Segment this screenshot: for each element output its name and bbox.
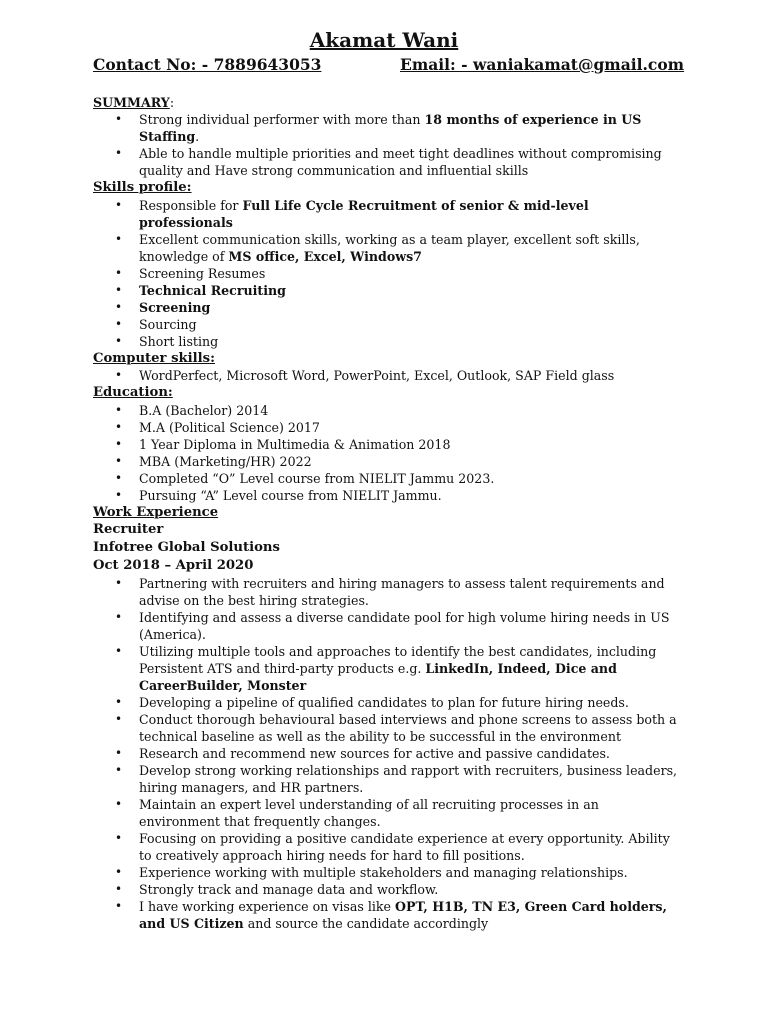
list-item [93, 453, 683, 470]
list-item [93, 898, 683, 932]
list-item-bold-text: Screening [139, 299, 211, 315]
list-item-bold-text: OPT, H1B, TN E3, Green Card holders, and US Citizen [139, 899, 667, 931]
summary-heading-row [93, 94, 683, 111]
list-item-text: Develop strong working relationships and rapport with recruiters, business leaders, hiring managers, and HR partners. [139, 763, 678, 795]
list-item [93, 609, 683, 643]
education-heading: Education: [93, 385, 173, 400]
company-name: Infotree Global Solutions [93, 540, 280, 555]
skills-heading: Skills profile: [93, 180, 192, 195]
list-item-text: M.A (Political Science) 2017 [139, 419, 320, 435]
list-item [93, 282, 683, 299]
list-item [93, 333, 683, 350]
list-item-text: Excellent communication skills, working as a team player, excellent soft skills, knowledge of [139, 231, 640, 264]
list-item-text: Strongly track and manage data and workflow. [139, 882, 439, 897]
list-item [93, 436, 683, 453]
list-item [93, 367, 683, 384]
job-period: Oct 2018 – April 2020 [93, 558, 254, 573]
list-item-text: MBA (Marketing/HR) 2022 [139, 453, 312, 469]
list-item [93, 419, 683, 436]
job-role: Recruiter [93, 522, 164, 537]
list-item [93, 711, 683, 745]
contact-email: Email: - waniakamat@gmail.com [400, 55, 685, 74]
list-item [93, 470, 683, 487]
list-item [93, 575, 683, 609]
list-item [93, 762, 683, 796]
list-item-text: Responsible for [139, 197, 243, 213]
list-item [93, 694, 683, 711]
list-item-text: Utilizing multiple tools and approaches to identify the best candidates, including Persistent ATS and third-party products e.g. [139, 644, 657, 676]
list-item [93, 402, 683, 419]
list-item [93, 316, 683, 333]
list-item-bold-text: MS office, Excel, Windows7 [228, 248, 422, 264]
list-item [93, 864, 683, 881]
list-item [93, 745, 683, 762]
list-item-text: Completed “O” Level course from NIELIT Jammu 2023. [139, 470, 495, 486]
list-item [93, 830, 683, 864]
list-item-text: Able to handle multiple priorities and meet tight deadlines without compromising quality and Have strong communication and influential skills [139, 146, 662, 178]
list-item [93, 265, 683, 282]
list-item-text: 1 Year Diploma in Multimedia & Animation 2018 [139, 436, 451, 452]
list-item [93, 145, 683, 179]
computer-skills-heading: Computer skills: [93, 350, 215, 366]
list-item-text: . [195, 129, 200, 144]
list-item [93, 299, 683, 316]
list-item-bold-text: Full Life Cycle Recruitment of senior & mid-level professionals [139, 197, 589, 230]
education-list [93, 402, 683, 504]
list-item-text: Screening Resumes [139, 265, 266, 281]
summary-heading: SUMMARY [93, 95, 170, 110]
list-item-text: Maintain an expert level understanding of all recruiting processes in an environment that frequently changes. [139, 797, 599, 829]
contact-phone: Contact No: - 7889643053 [93, 55, 322, 74]
list-item-text: and source the candidate accordingly [243, 916, 489, 931]
work-experience-heading: Work Experience [93, 504, 219, 520]
list-item [93, 881, 683, 898]
list-item-text: Sourcing [139, 316, 197, 332]
list-item-text: WordPerfect, Microsoft Word, PowerPoint, Excel, Outlook, SAP Field glass [139, 368, 615, 383]
list-item [93, 111, 683, 145]
summary-list [93, 111, 683, 179]
list-item [93, 197, 683, 231]
list-item-text: Focusing on providing a positive candidate experience at every opportunity. Ability to creatively approach hiring needs for hard to fill positions. [139, 831, 670, 863]
list-item-text: Partnering with recruiters and hiring managers to assess talent requirements and advise on the best hiring strategies. [139, 576, 665, 608]
list-item [93, 796, 683, 830]
list-item-text: Conduct thorough behavioural based interviews and phone screens to assess both a technical baseline as well as the ability to be successful in the environment [139, 712, 677, 744]
summary-heading-suffix: : [169, 95, 175, 110]
list-item [93, 643, 683, 694]
list-item-text: Experience working with multiple stakeholders and managing relationships. [139, 865, 628, 880]
list-item-text: Identifying and assess a diverse candidate pool for high volume hiring needs in US (America). [139, 610, 670, 642]
resume-body [93, 94, 683, 932]
list-item-text: B.A (Bachelor) 2014 [139, 402, 269, 418]
work-duties-list [93, 575, 683, 932]
list-item-text: Developing a pipeline of qualified candidates to plan for future hiring needs. [139, 695, 629, 710]
list-item-text: Strong individual performer with more than [139, 112, 425, 127]
computer-skills-list [93, 367, 683, 384]
list-item [93, 487, 683, 504]
candidate-name: Akamat Wani [309, 28, 459, 52]
list-item-bold-text: Technical Recruiting [139, 282, 286, 298]
list-item [93, 231, 683, 265]
skills-list [93, 197, 683, 350]
list-item-text: Research and recommend new sources for active and passive candidates. [139, 746, 610, 761]
list-item-text: Short listing [139, 333, 219, 349]
list-item-text: Pursuing “A” Level course from NIELIT Jammu. [139, 487, 442, 503]
list-item-text: I have working experience on visas like [139, 899, 395, 914]
list-item-bold-text: 18 months of experience in US Staffing [139, 112, 642, 144]
list-item-bold-text: LinkedIn, Indeed, Dice and CareerBuilder, Monster [139, 661, 617, 693]
